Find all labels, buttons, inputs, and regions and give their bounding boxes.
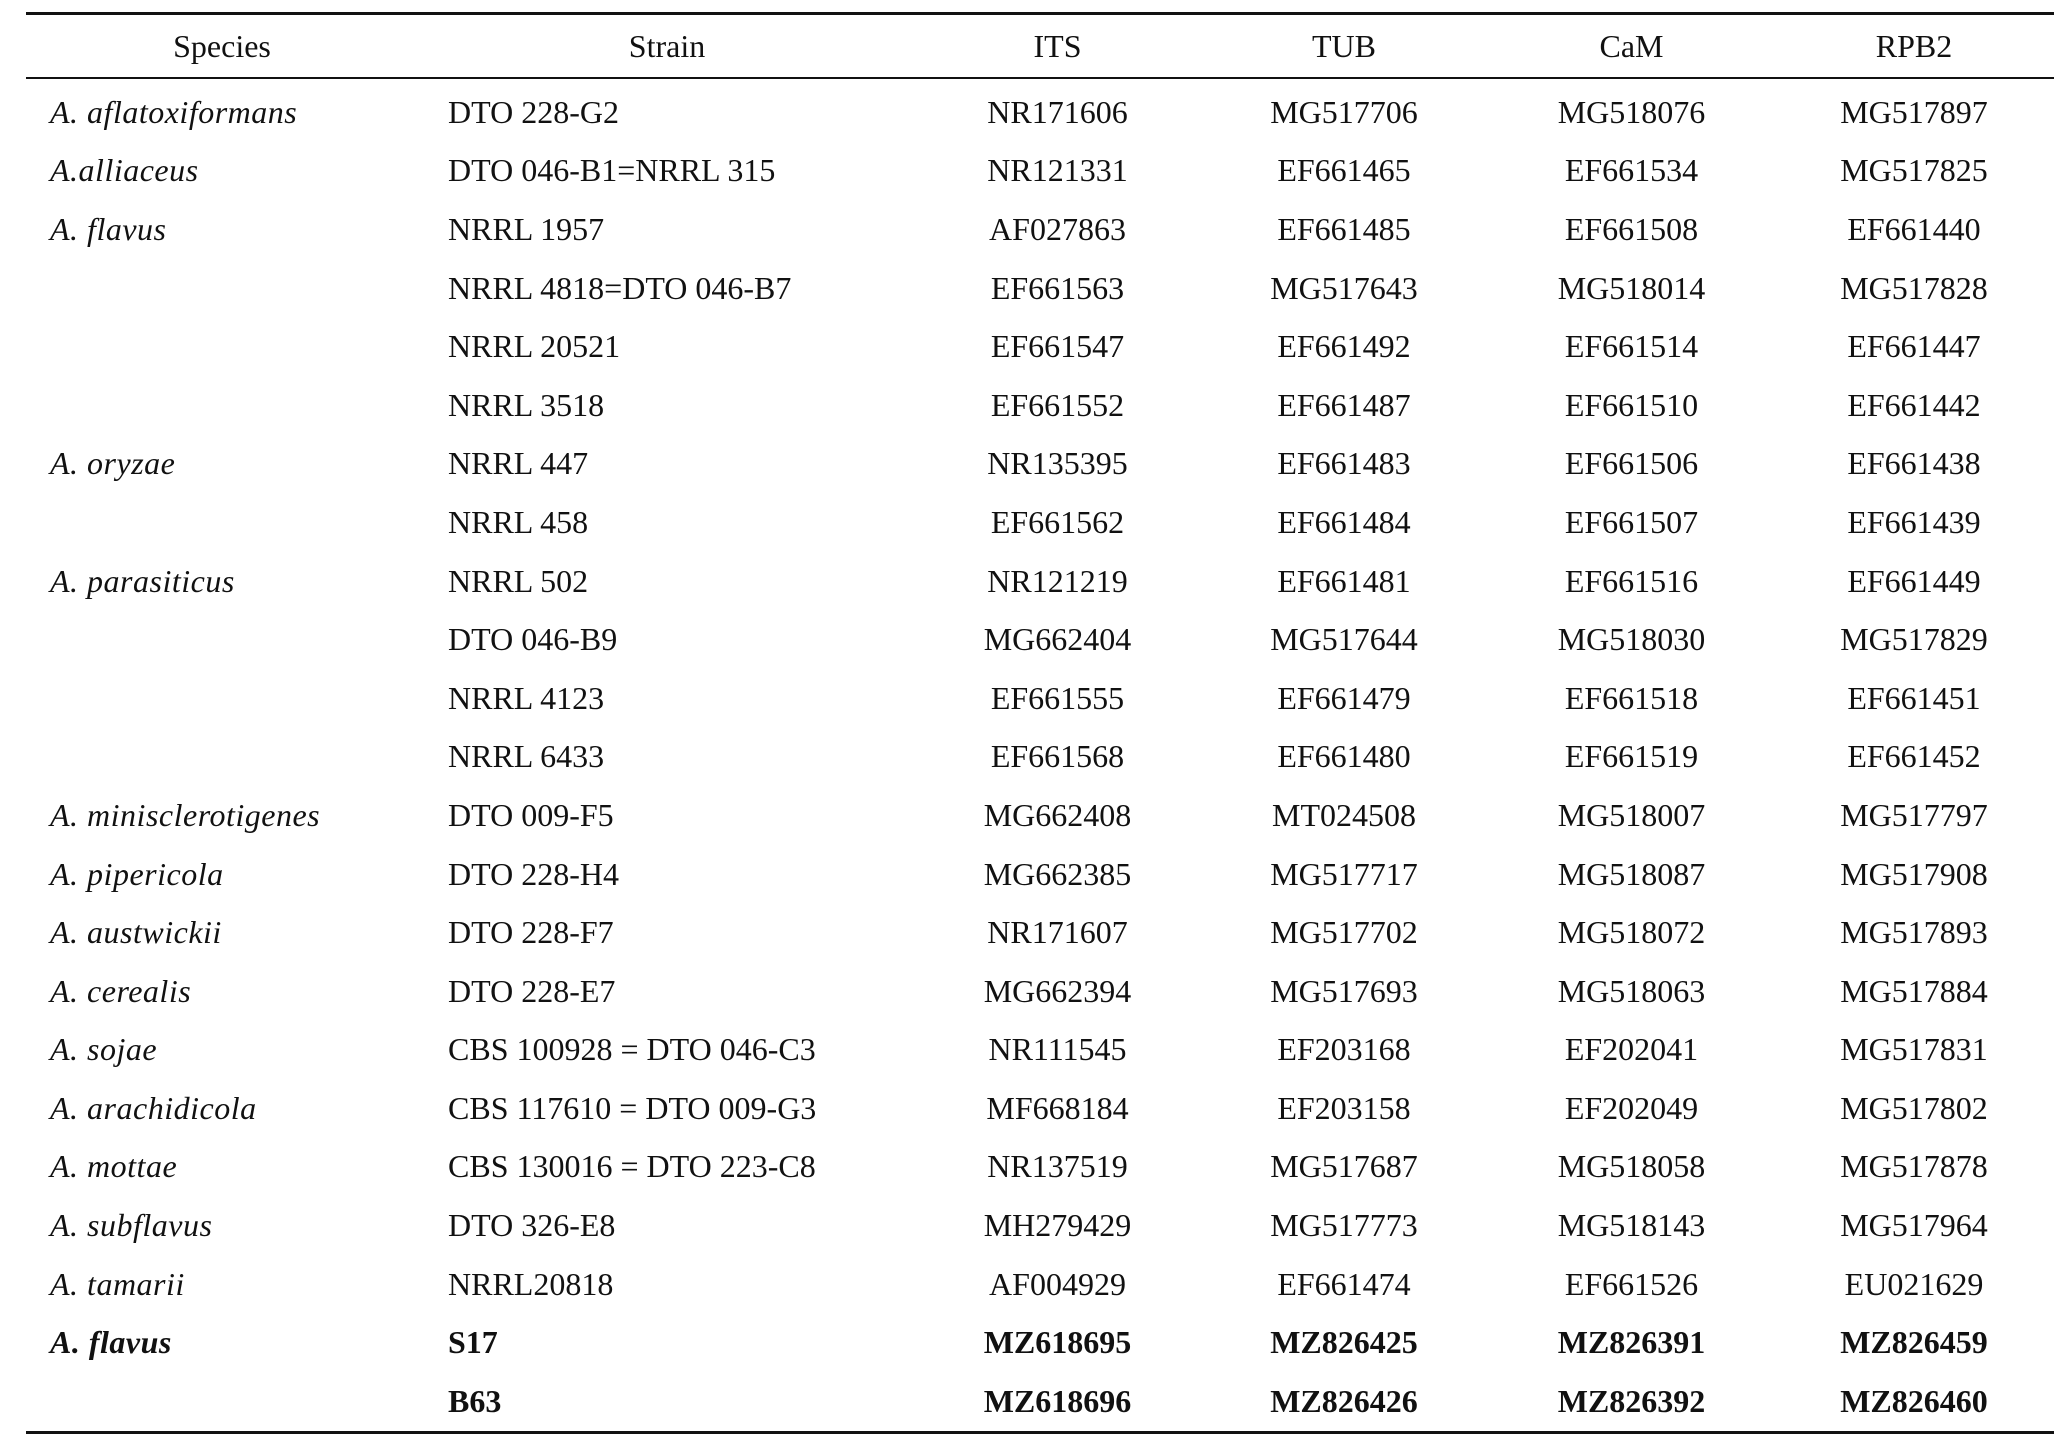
cell-rpb2: EF661449: [1847, 562, 1981, 599]
cell-rpb2: MG517802: [1840, 1089, 1988, 1126]
cell-tub: MG517644: [1270, 621, 1418, 658]
cell-rpb2: MG517878: [1840, 1148, 1988, 1185]
cell-its: MG662385: [983, 855, 1132, 892]
cell-its: AF004929: [989, 1265, 1126, 1302]
cell-cam: EF661508: [1564, 210, 1699, 247]
cell-tub: MG517773: [1270, 1207, 1418, 1244]
sequence-table-container: [26, 12, 2044, 1434]
cell-species: A. aflatoxiformans: [50, 93, 298, 130]
table-row: [26, 259, 2054, 318]
cell-its: EF661547: [990, 328, 1125, 365]
cell-its: MG662408: [983, 796, 1132, 833]
cell-cam: EF661506: [1564, 445, 1699, 482]
table-row: [26, 669, 2054, 728]
cell-tub: EF661485: [1277, 210, 1411, 247]
cell-species: [26, 669, 418, 728]
table-row: [26, 1138, 2054, 1197]
cell-rpb2: EF661438: [1847, 445, 1981, 482]
cell-tub: MG517693: [1270, 972, 1418, 1009]
cell-strain: DTO 009-F5: [448, 796, 614, 833]
cell-its: EF661555: [990, 679, 1125, 716]
cell-rpb2: MG517828: [1840, 269, 1988, 306]
cell-species: [26, 493, 418, 552]
cell-rpb2: EF661439: [1847, 503, 1981, 540]
header-tub: TUB: [1312, 27, 1376, 64]
cell-cam: MZ826391: [1557, 1324, 1706, 1361]
cell-strain: CBS 100928 = DTO 046-C3: [448, 1031, 816, 1068]
cell-rpb2: MG517825: [1840, 152, 1988, 189]
cell-species: [26, 259, 418, 318]
cell-its: EF661552: [990, 386, 1125, 423]
sequence-accession-table: [26, 12, 2054, 1434]
cell-its: MG662404: [983, 621, 1132, 658]
cell-strain: DTO 228-E7: [448, 972, 616, 1009]
cell-cam: MG518087: [1557, 855, 1706, 892]
table-row: [26, 786, 2054, 845]
cell-tub: EF661480: [1277, 738, 1411, 775]
cell-strain: CBS 130016 = DTO 223-C8: [448, 1148, 816, 1185]
cell-tub: MG517687: [1270, 1148, 1418, 1185]
cell-rpb2: MG517964: [1840, 1207, 1988, 1244]
cell-species: A. tamarii: [50, 1265, 185, 1302]
cell-species: A. sojae: [50, 1031, 158, 1068]
cell-tub: MG517643: [1270, 269, 1418, 306]
table-row: [26, 610, 2054, 669]
header-strain: Strain: [628, 27, 706, 64]
cell-species: A.alliaceus: [50, 152, 199, 189]
cell-tub: EF661474: [1277, 1265, 1411, 1302]
cell-tub: EF203158: [1277, 1089, 1411, 1126]
cell-rpb2: EU021629: [1844, 1265, 1984, 1302]
cell-strain: DTO 046-B9: [448, 621, 618, 658]
cell-tub: EF661479: [1277, 679, 1411, 716]
cell-strain: NRRL 1957: [448, 210, 605, 247]
cell-tub: MG517717: [1270, 855, 1418, 892]
cell-cam: MG518076: [1557, 93, 1706, 130]
cell-rpb2: MG517893: [1840, 914, 1988, 951]
cell-cam: EF661519: [1564, 738, 1699, 775]
table-row: [26, 903, 2054, 962]
cell-strain: NRRL 3518: [448, 386, 605, 423]
cell-species: [26, 317, 418, 376]
cell-cam: MG518063: [1557, 972, 1706, 1009]
cell-strain: NRRL 6433: [448, 738, 605, 775]
cell-its: MZ618695: [983, 1324, 1132, 1361]
table-row: [26, 1313, 2054, 1372]
cell-its: NR121331: [987, 152, 1128, 189]
cell-rpb2: MG517884: [1840, 972, 1988, 1009]
cell-its: EF661562: [990, 503, 1125, 540]
cell-cam: MG518030: [1557, 621, 1706, 658]
cell-strain: DTO 228-H4: [448, 855, 619, 892]
header-row: [26, 14, 2054, 79]
table-body: [26, 78, 2054, 1432]
cell-cam: EF661510: [1564, 386, 1699, 423]
table-row: [26, 962, 2054, 1021]
cell-tub: MG517702: [1270, 914, 1418, 951]
cell-rpb2: MG517797: [1840, 796, 1988, 833]
cell-species: A. mottae: [50, 1148, 178, 1185]
table-row: [26, 1372, 2054, 1432]
cell-cam: EF202049: [1564, 1089, 1699, 1126]
cell-tub: MZ826426: [1270, 1382, 1418, 1419]
cell-rpb2: EF661442: [1847, 386, 1981, 423]
cell-its: NR137519: [987, 1148, 1128, 1185]
cell-cam: MG518014: [1557, 269, 1706, 306]
cell-rpb2: MG517908: [1840, 855, 1988, 892]
header-rpb2: RPB2: [1875, 27, 1953, 64]
cell-strain: S17: [448, 1324, 498, 1361]
cell-cam: EF661534: [1564, 152, 1699, 189]
cell-species: A. arachidicola: [50, 1089, 257, 1126]
table-row: [26, 435, 2054, 494]
cell-strain: NRRL 458: [448, 503, 589, 540]
cell-species: A. austwickii: [50, 914, 222, 951]
cell-cam: EF661518: [1564, 679, 1699, 716]
cell-its: NR135395: [987, 445, 1128, 482]
cell-its: MH279429: [983, 1207, 1132, 1244]
table-row: [26, 728, 2054, 787]
cell-strain: NRRL 502: [448, 562, 589, 599]
cell-its: AF027863: [989, 210, 1126, 247]
cell-its: NR171607: [987, 914, 1128, 951]
cell-species: A. flavus: [50, 1324, 172, 1361]
table-row: [26, 376, 2054, 435]
cell-strain: NRRL 4818=DTO 046-B7: [448, 269, 792, 306]
cell-rpb2: EF661447: [1847, 328, 1981, 365]
cell-cam: EF661507: [1564, 503, 1699, 540]
cell-strain: B63: [448, 1382, 502, 1419]
cell-tub: EF661483: [1277, 445, 1411, 482]
table-row: [26, 200, 2054, 259]
cell-strain: CBS 117610 = DTO 009-G3: [448, 1089, 817, 1126]
cell-its: MF668184: [986, 1089, 1129, 1126]
cell-species: A. parasiticus: [50, 562, 235, 599]
table-row: [26, 1196, 2054, 1255]
cell-its: EF661563: [990, 269, 1125, 306]
cell-tub: MG517706: [1270, 93, 1418, 130]
cell-tub: EF661484: [1277, 503, 1411, 540]
cell-strain: NRRL 447: [448, 445, 589, 482]
table-row: [26, 1021, 2054, 1080]
cell-strain: DTO 326-E8: [448, 1207, 616, 1244]
cell-species: [26, 728, 418, 787]
cell-cam: MG518072: [1557, 914, 1706, 951]
table-row: [26, 317, 2054, 376]
cell-species: [26, 1372, 418, 1432]
cell-cam: EF661514: [1564, 328, 1699, 365]
cell-cam: MZ826392: [1557, 1382, 1706, 1419]
cell-its: NR121219: [987, 562, 1128, 599]
cell-strain: NRRL 4123: [448, 679, 605, 716]
cell-rpb2: EF661440: [1847, 210, 1981, 247]
cell-rpb2: EF661451: [1847, 679, 1981, 716]
cell-cam: EF202041: [1564, 1031, 1699, 1068]
cell-strain: DTO 046-B1=NRRL 315: [448, 152, 776, 189]
cell-tub: EF661481: [1277, 562, 1411, 599]
cell-tub: EF203168: [1277, 1031, 1411, 1068]
cell-strain: NRRL20818: [448, 1265, 614, 1302]
table-row: [26, 845, 2054, 904]
table-row: [26, 1079, 2054, 1138]
cell-strain: DTO 228-G2: [448, 93, 619, 130]
cell-cam: MG518058: [1557, 1148, 1706, 1185]
cell-species: [26, 610, 418, 669]
table-row: [26, 552, 2054, 611]
cell-its: NR111545: [988, 1031, 1127, 1068]
cell-species: A. oryzae: [50, 445, 176, 482]
cell-tub: EF661492: [1277, 328, 1411, 365]
cell-strain: DTO 228-F7: [448, 914, 614, 951]
header-cam: CaM: [1599, 27, 1664, 64]
cell-strain: NRRL 20521: [448, 328, 621, 365]
cell-its: MZ618696: [983, 1382, 1132, 1419]
cell-species: A. pipericola: [50, 855, 224, 892]
table-row: [26, 78, 2054, 142]
cell-rpb2: MG517897: [1840, 93, 1988, 130]
cell-cam: EF661516: [1564, 562, 1699, 599]
cell-its: EF661568: [990, 738, 1125, 775]
cell-species: [26, 376, 418, 435]
cell-tub: MT024508: [1272, 796, 1416, 833]
table-row: [26, 493, 2054, 552]
cell-tub: EF661487: [1277, 386, 1411, 423]
cell-species: A. subflavus: [50, 1207, 213, 1244]
cell-cam: MG518007: [1557, 796, 1706, 833]
cell-rpb2: EF661452: [1847, 738, 1981, 775]
table-row: [26, 142, 2054, 201]
cell-species: A. cerealis: [50, 972, 192, 1009]
cell-species: A. flavus: [50, 210, 167, 247]
header-species: Species: [173, 27, 271, 64]
cell-its: MG662394: [983, 972, 1132, 1009]
cell-tub: EF661465: [1277, 152, 1411, 189]
table-header: [26, 14, 2054, 79]
cell-rpb2: MZ826460: [1840, 1382, 1988, 1419]
cell-its: NR171606: [987, 93, 1128, 130]
table-row: [26, 1255, 2054, 1314]
header-its: ITS: [1033, 27, 1082, 64]
cell-species: A. minisclerotigenes: [50, 796, 321, 833]
cell-cam: EF661526: [1564, 1265, 1699, 1302]
cell-tub: MZ826425: [1270, 1324, 1418, 1361]
cell-rpb2: MG517829: [1840, 621, 1988, 658]
cell-rpb2: MG517831: [1840, 1031, 1988, 1068]
cell-rpb2: MZ826459: [1840, 1324, 1988, 1361]
cell-cam: MG518143: [1557, 1207, 1706, 1244]
